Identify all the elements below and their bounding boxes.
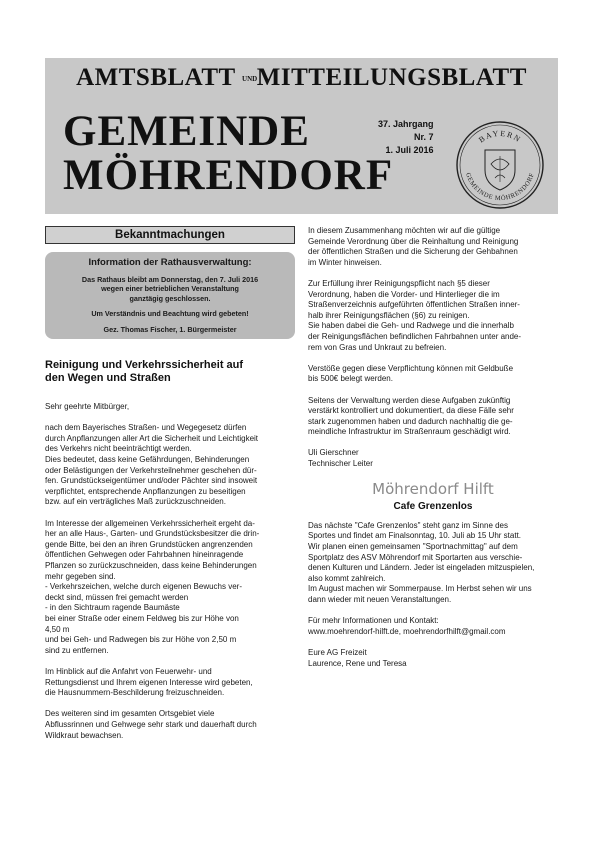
article-paragraph: Zur Erfüllung ihrer Reinigungspflicht nach §5 dieser Verordnung, haben die Vorder- und Hinterlieger die im Straßenverzeichnis aufgeführten öffentlichen Straßen inner- halb ihrer Reinigungsflächen (§6) zu reinigen. Sie haben dabei die Geh- und Radwege und die innerhalb der Reinigungsflächen befindlichen Fahrbahnen unter ande- rem von Gras und Unkraut zu befreien. [308, 278, 522, 352]
article-paragraph: nach dem Bayerisches Straßen- und Wegegesetz dürfen durch Anpflanzungen aller Art die Sicherheit und Leichtigkeit des Verkehrs nicht beeinträchtigt werden. Dies bedeutet, dass keine Gefährdungen, Behinderungen oder Belästigungen der Verkehrsteilnehmer geschehen dür- fen. Grundstückseigentümer und/oder Pächter sind insoweit verpflichtet, entsprechende Anpflanzungen zu beseitigen bzw. auf ein verträgliches Maß zurückzuschneiden. [45, 423, 259, 507]
issue-number: Nr. 7 [414, 132, 434, 142]
cafe-contact: Für mehr Informationen und Kontakt: www.moehrendorf-hilft.de, moehrendorfhilft@gmail.com [308, 616, 506, 636]
right-column [308, 226, 558, 680]
und-label: UND [242, 74, 258, 83]
seal-bottom-text: GEMEINDE MÖHRENDORF [464, 171, 536, 203]
notice-request-text: Um Verständnis und Beachtung wird gebeten! [91, 309, 249, 319]
article-signoff: Uli Gierschner Technischer Leiter [308, 448, 373, 469]
cafe-title: Cafe Grenzenlos [393, 501, 473, 513]
article-paragraph: Verstöße gegen diese Verpflichtung können mit Geldbuße bis 500€ belegt werden. [308, 363, 514, 384]
mitteilungsblatt-label: MITTEILUNGSBLATT [256, 64, 527, 91]
masthead-ghost-text-decoration [103, 98, 503, 104]
article-paragraph: Des weiteren sind im gesamten Ortsgebiet viele Abflussrinnen und Gehwege sehr stark und dauerhaft durch Wildkraut bewachsen. [45, 709, 257, 740]
moehrendorf-hilft-logo: Möhrendorf Hilft [372, 479, 494, 498]
article-body [45, 402, 295, 741]
amtsblatt-label: AMTSBLATT [76, 64, 236, 91]
issue-info [378, 118, 434, 157]
svg-text:BAYERN [477, 129, 523, 145]
masthead-top-line [45, 64, 558, 92]
cafe-paragraph: Das nächste "Cafe Grenzenlos" steht ganz im Sinne des Sportes und findet am Finalsonntag, 10. Juli ab 15 Uhr statt. Wir planen einen gemeinsamen "Sportnachmittag" auf dem Sportplatz des ASV Möhrendorf mit Sportarten aus verschie- denen Kulturen und Ländern. Jeder ist eingeladen mitzuspielen, also kommt zahlreich. Im August machen wir Sommerpause. Im Herbst sehen wir uns dann wieder mit neuen Veranstaltungen. [308, 520, 535, 604]
article-paragraph: Im Hinblick auf die Anfahrt von Feuerwehr- und Rettungsdienst und Ihrem eigenen Interesse wird gebeten, die Hausnummern-Beschilderung freizuschneiden. [45, 666, 253, 698]
article-title: Reinigung und Verkehrssicherheit auf den Wegen und Straßen [45, 359, 244, 385]
article-salutation: Sehr geehrte Mitbürger, [45, 402, 130, 412]
article-paragraph: In diesem Zusammenhang möchten wir auf die gültige Gemeinde Verordnung über die Reinhaltung und Reinigung der öffentlichen Straßen und die Sicherung der Gehbahnen im Winter hinweisen. [308, 226, 519, 267]
municipal-seal-icon [455, 120, 545, 210]
masthead-title [63, 110, 393, 198]
left-column [45, 226, 295, 752]
issue-date: 1. Juli 2016 [385, 145, 434, 155]
section-header-bekanntmachungen: Bekanntmachungen [45, 226, 295, 244]
notice-heading: Information der Rathausverwaltung: [88, 257, 252, 268]
cafe-signoff: Eure AG Freizeit Laurence, Rene und Teresa [308, 647, 407, 668]
ort-label: MÖHRENDORF [63, 152, 394, 199]
notice-signature: Gez. Thomas Fischer, 1. Bürgermeister [103, 324, 237, 334]
article-paragraph: Seitens der Verwaltung werden diese Aufgaben zukünftig verstärkt kontrolliert und dokumentiert, da diese Fälle sehr stark zugenommen haben und dadurch nachhaltig die ge- meindliche Infrastruktur im Straßenraum geschädigt wird. [308, 395, 514, 437]
jahrgang: 37. Jahrgang [378, 119, 434, 129]
masthead [45, 58, 558, 214]
notice-closing-text: Das Rathaus bleibt am Donnerstag, den 7. Juli 2016 wegen einer betrieblichen Veranstaltung ganztägig geschlossen. [81, 274, 259, 303]
seal-top-text: BAYERN [477, 128, 523, 145]
gemeinde-label: GEMEINDE [63, 108, 310, 155]
article-paragraph: Im Interesse der allgemeinen Verkehrssicherheit ergeht da- her an alle Haus-, Garten- und Grundstücksbesitzer die drin- gende Bitte, bei den an ihren Grundstücken angrenzenden öffentlichen Gehwegen oder Fahrbahnen hineinragende Pflanzen so zurückzuschneiden, dass keine Behinderungen mehr gegeben sind. - Verkehrszeichen, welche durch eigenen Bewuchs ver- deckt sind, müssen frei gemacht werden - in den Sichtraum ragende Baumäste bei einer Straße oder einem Feldweg bis zur Höhe von 4,50 m und bei Geh- und Radwegen bis zur Höhe von 2,50 m sind zu entfernen. [45, 518, 260, 655]
notice-box [45, 252, 295, 339]
